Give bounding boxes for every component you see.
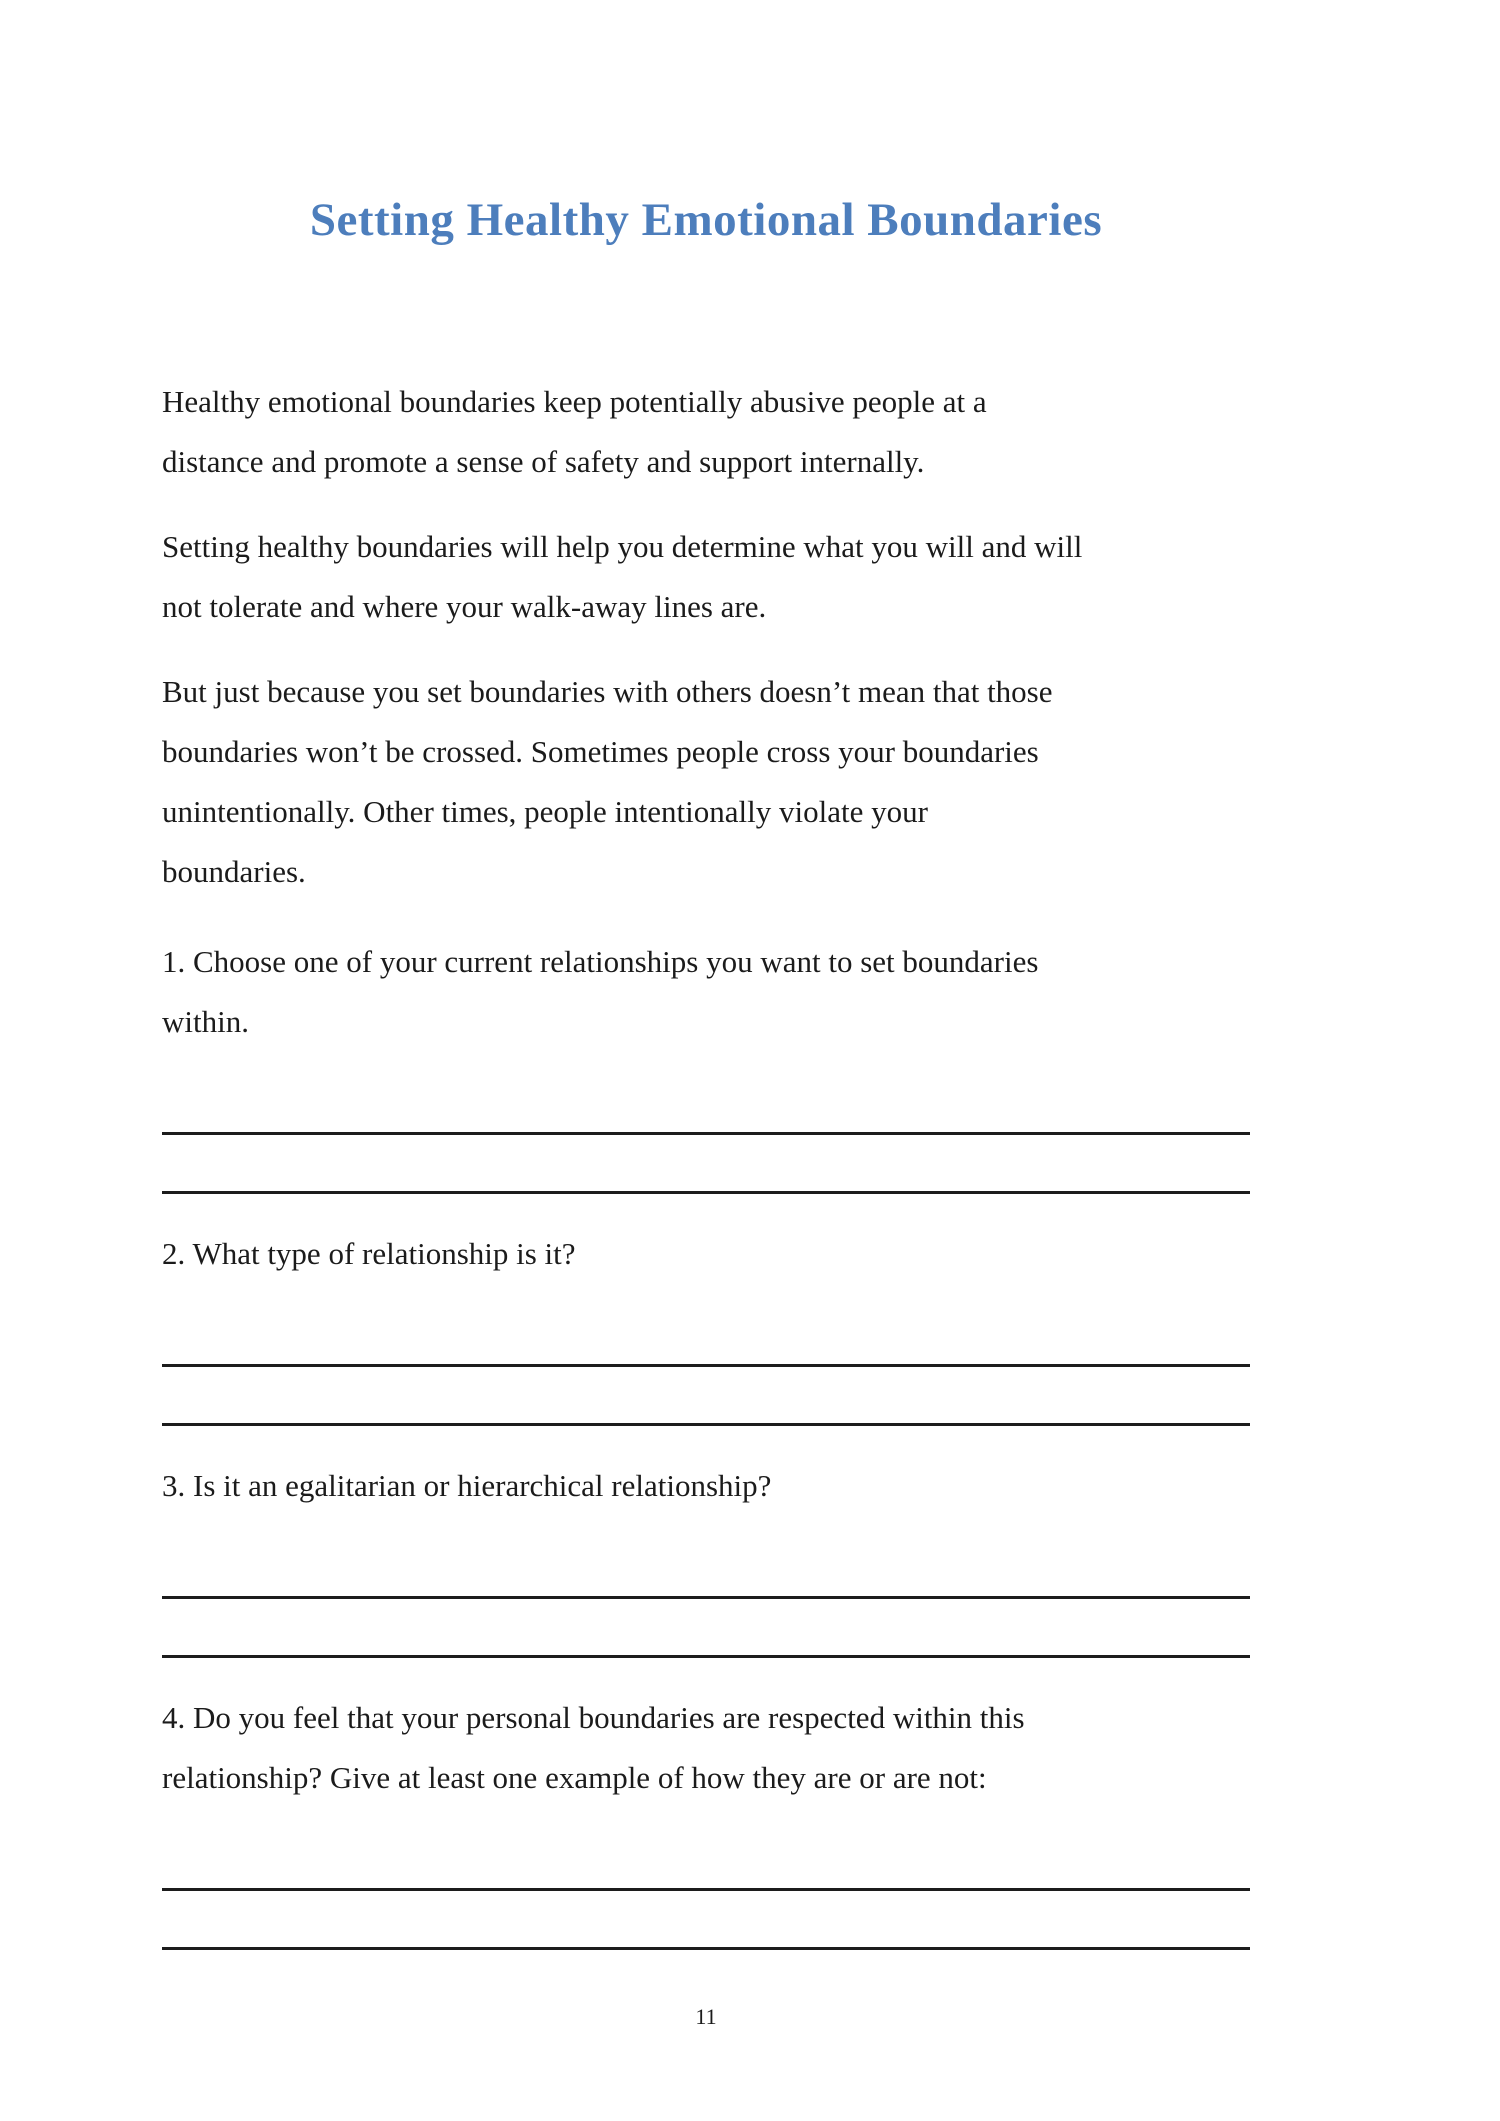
answer-blank-line <box>162 1423 1250 1426</box>
paragraph-line: Healthy emotional boundaries keep potentially abusive people at a <box>162 384 987 419</box>
question-1 <box>162 932 1250 1052</box>
question-line: 4. Do you feel that your personal boundaries are respected within this <box>162 1700 1025 1735</box>
question-3 <box>162 1456 1250 1516</box>
paragraph-line: not tolerate and where your walk-away lines are. <box>162 589 767 624</box>
answer-blank-line <box>162 1947 1250 1950</box>
intro-paragraph-3 <box>162 662 1250 902</box>
question-4 <box>162 1688 1250 1808</box>
paragraph-line: But just because you set boundaries with others doesn’t mean that those <box>162 674 1053 709</box>
question-line: 2. What type of relationship is it? <box>162 1236 576 1271</box>
answer-blanks-question-1 <box>162 1132 1250 1194</box>
paragraph-line: boundaries won’t be crossed. Sometimes people cross your boundaries <box>162 734 1039 769</box>
answer-blank-line <box>162 1191 1250 1194</box>
question-line: 1. Choose one of your current relationships you want to set boundaries <box>162 944 1039 979</box>
paragraph-line: unintentionally. Other times, people intentionally violate your <box>162 794 928 829</box>
question-line: 3. Is it an egalitarian or hierarchical relationship? <box>162 1468 772 1503</box>
page-content <box>162 0 1250 1950</box>
paragraph-line: boundaries. <box>162 854 306 889</box>
intro-paragraph-2 <box>162 517 1250 637</box>
answer-blank-line <box>162 1132 1250 1135</box>
page-number: 11 <box>695 2004 717 2029</box>
intro-paragraph-1 <box>162 372 1250 492</box>
question-line: relationship? Give at least one example of how they are or are not: <box>162 1760 987 1795</box>
question-2 <box>162 1224 1250 1284</box>
question-line: within. <box>162 1004 249 1039</box>
answer-blank-line <box>162 1655 1250 1658</box>
page-title: Setting Healthy Emotional Boundaries <box>309 194 1103 246</box>
answer-blanks-question-3 <box>162 1596 1250 1658</box>
answer-blanks-question-4 <box>162 1888 1250 1950</box>
answer-blank-line <box>162 1888 1250 1891</box>
answer-blanks-question-2 <box>162 1364 1250 1426</box>
answer-blank-line <box>162 1596 1250 1599</box>
paragraph-line: distance and promote a sense of safety and support internally. <box>162 444 925 479</box>
paragraph-line: Setting healthy boundaries will help you determine what you will and will <box>162 529 1083 564</box>
answer-blank-line <box>162 1364 1250 1367</box>
